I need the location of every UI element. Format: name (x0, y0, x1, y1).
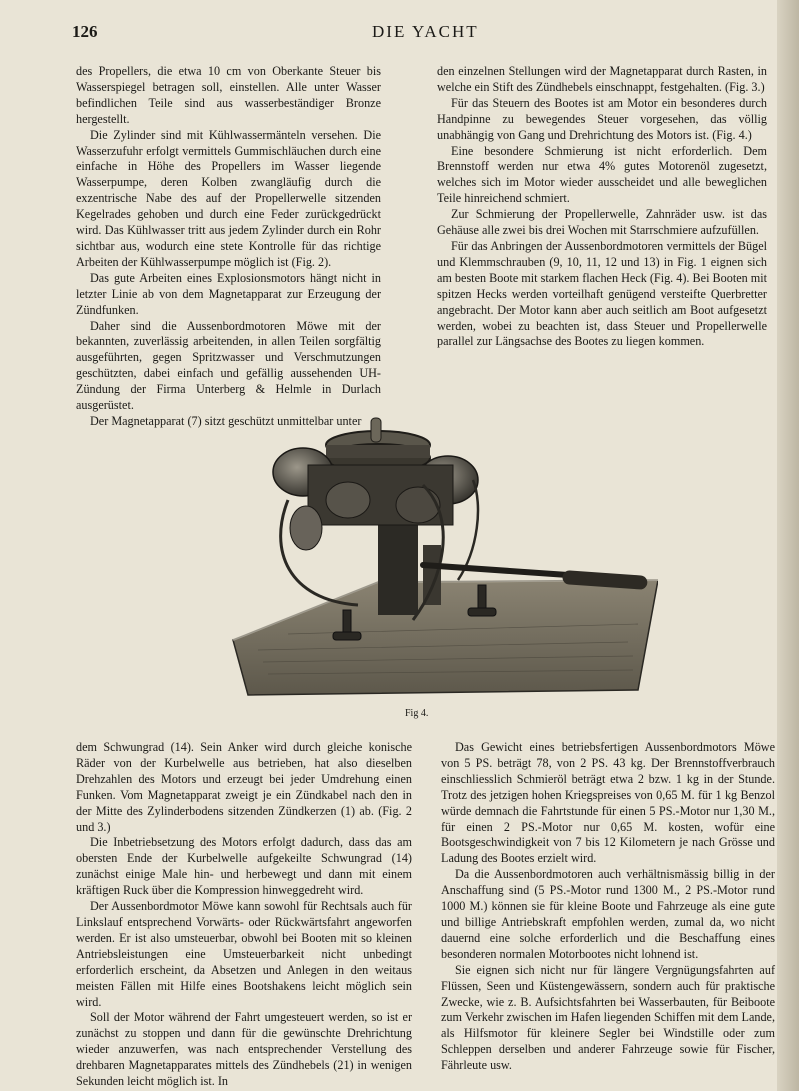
outboard-motor-illustration (228, 410, 658, 700)
figure-caption: Fig 4. (405, 708, 429, 719)
paragraph: Für das Steuern des Bootes ist am Motor ein besonderes durch Handpinne zu bewegendes Steuer vorgesehen, das völlig unabhängig von Gang und Drehrichtung des Motors ist. (Fig. 4.) (437, 95, 767, 142)
page-number: 126 (72, 22, 98, 41)
page-edge (777, 0, 799, 1091)
paragraph: Soll der Motor während der Fahrt umgesteuert werden, so ist er zunächst zu stoppen und dann für die gewünschte Drehrichtung wieder anzuwerfen, was nach entsprechender Verstellung des drehbaren Magnetapparates mittels des Zündhebels (21) in wenigen Sekunden leicht möglich ist. In (76, 1010, 412, 1089)
paragraph: Für das Anbringen der Aussenbordmotoren vermittels der Bügel und Klemmschrauben (9, 10, 11, 12 und 13) in Fig. 1 eignen sich am besten Boote mit starkem flachen Heck (Fig. 4). Bei Booten mit spitzen Hecks werden vorteilhaft genügend versteifte Querbretter angebracht. Der Motor kann aber auch seitlich am Boot aufgesetzt werden, wobei zu beachten ist, dass Steuer und Propellerwelle parallel zur Längsachse des Bootes zu liegen kommen. (437, 238, 768, 349)
paragraph: den einzelnen Stellungen wird der Magnetapparat durch Rasten, in welche ein Stift des Zündhebels einschnappt, festgehalten. (Fig. 3.) (437, 64, 767, 94)
boat-deck (233, 580, 658, 695)
mounting-bracket (378, 520, 418, 615)
paragraph: Sie eignen sich nicht nur für längere Vergnügungsfahrten auf Flüssen, Seen und Küstengewässern, sondern auch für praktische Zwecke, wie z. B. Aufsichtsfahrten bei Wasserbauten, für Beiboote zum Verkehr zwischen im Hafen liegenden Schiffen mit dem Lande, als Hilfsmotor für kleinere Segler bei Windstille oder zum Schleppen derselben und anderer Fahrzeuge sowie für Fischer, Fährleute usw. (441, 962, 775, 1073)
paragraph: Die Zylinder sind mit Kühlwassermänteln versehen. Die Wasserzufuhr erfolgt vermittels Gummischläuchen durch eine einfache in Höhe des Propellers im Wasser liegende Wasserpumpe, deren Kolben zwangläufig durch die exzentrische Nabe des auf der Propellerwelle sitzenden Kegelrades gehoben und durch eine Feder zurückgedrückt wird. Das Kühlwasser tritt aus jedem Zylinder durch ein Rohr sichtbar aus, wodurch eine stete Kontrolle für das richtige Arbeiten der Kühlwasserpumpe möglich ist (Fig. 2). (76, 127, 381, 269)
column-bottom-left (76, 740, 412, 1090)
paragraph: Der Aussenbordmotor Möwe kann sowohl für Rechtsals auch für Linkslauf entsprechend Vorwärts- oder Rückwärtsfahrt angeworfen werden. Er ist also umsteuerbar, obwohl bei Booten mit so kleinen Antriebsleistungen eine Umsteuerbarkeit nicht unbedingt erforderlich erscheint, da Absetzen und Anlegen in den weitaus meisten Fällen mit Hilfe eines Bootshakens leicht möglich sein wird. (76, 899, 412, 1009)
paragraph: Der Magnetapparat (7) sitzt geschützt unmittelbar unter (90, 413, 362, 428)
paragraph: Das Gewicht eines betriebsfertigen Aussenbordmotors Möwe von 5 PS. beträgt 78, von 2 PS. 43 kg. Der Brennstoffverbrauch einschliesslich Schmieröl beträgt etwa 2 bzw. 1 kg in der Stunde. Trotz des jetzigen hohen Kriegspreises von 0,65 M. für 1 kg Benzol würde demnach die Fahrtstunde für einen 5 PS.-Motor nur 1,30 M., für einen 2 PS.-Motor nur 0,65 M. kosten, wofür eine Bootsgeschwindigkeit von 7 bis 12 Kilometern je nach Grösse und Ladung des Bootes erzielt wird. (441, 740, 775, 866)
paragraph: des Propellers, die etwa 10 cm von Oberkante Steuer bis Wasserspiegel betragen soll, einstellen. Alle unter Wasser befindlichen Teile sind aus wasserbeständiger Bronze hergestellt. (76, 64, 381, 126)
tiller (423, 565, 568, 575)
paragraph: Daher sind die Aussenbordmotoren Möwe mit der bekannten, zuverlässig arbeitenden, in allen Teilen sorgfältig ausgeführten, gegen Spritzwasser und Verschmutzungen geschützten, dabei einfach und gefällig aussehenden UH-Zündung der Firma Unterberg & Helmle in Durlach ausgerüstet. (76, 318, 381, 413)
column-bottom-right (441, 740, 775, 1074)
paragraph: Eine besondere Schmierung ist nicht erforderlich. Dem Brennstoff werden nur etwa 4% gutes Motorenöl zugesetzt, welches sich im Motor wieder ausscheidet und alle beweglichen Teile hinreichend schmiert. (437, 143, 767, 206)
paragraph: Zur Schmierung der Propellerwelle, Zahnräder usw. ist das Gehäuse alle zwei bis drei Wochen mit Starrschmiere aufzufüllen. (437, 207, 767, 238)
motor-drawing (228, 410, 658, 700)
page-header (72, 22, 772, 44)
paragraph: dem Schwungrad (14). Sein Anker wird durch gleiche konische Räder von der Kurbelwelle aus betrieben, hat also dieselben Drehzahlen des Motors und erzeugt bei jeder Umdrehung einen Funken. Vom Magnetapparat zweigt je ein Zündkabel nach den in der Mitte des Zylinderbodens sitzenden Zündkerzen (1) ab. (Fig. 2 und 3.) (76, 740, 412, 834)
column-top-left (76, 64, 381, 430)
paragraph: Die Inbetriebsetzung des Motors erfolgt dadurch, dass das am obersten Ende der Kurbelwelle aufgekeilte Schwungrad (14) zunächst einige Male hin- und herbewegt und dann mit einem kräftigen Ruck über die Kompression hinweggedreht wird. (76, 835, 412, 898)
paragraph: Das gute Arbeiten eines Explosionsmotors hängt nicht in letzter Linie ab von dem Magnetapparat zur Erzeugung der Zündfunken. (76, 270, 381, 317)
paragraph: Da die Aussenbordmotoren auch verhältnismässig billig in der Anschaffung sind (5 PS.-Motor rund 1300 M., 2 PS.-Motor rund 1000 M.) können sie für kleine Boote und Fahrzeuge als eine gute und billige Antriebskraft empfohlen werden, zumal da, wo nicht dauernd eine solche erforderlich und die Beschaffung eines besonderen normalen Motorbootes nicht lohnend ist. (441, 867, 775, 961)
running-title: DIE YACHT (372, 22, 479, 41)
column-top-right (437, 64, 767, 350)
